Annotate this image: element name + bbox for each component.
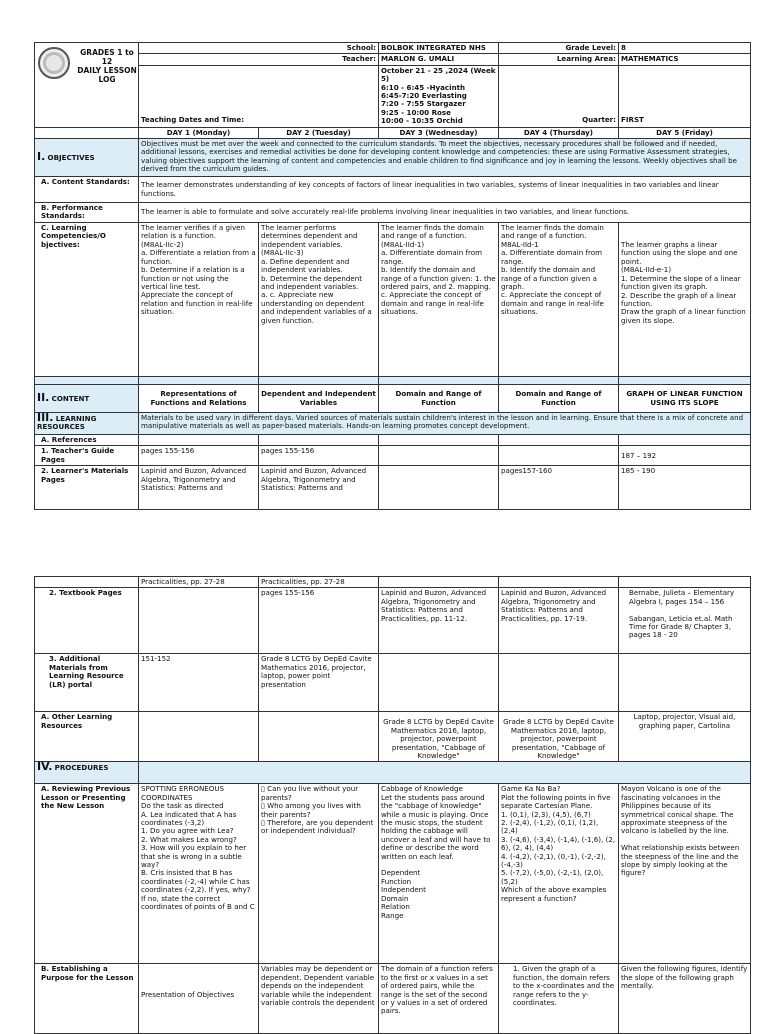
day-header-row: DAY 1 (Monday) DAY 2 (Tuesday) DAY 3 (Wednesday) DAY 4 (Thursday) DAY 5 (Friday) xyxy=(35,127,751,138)
deped-seal-icon xyxy=(38,47,70,79)
learners-materials-continued-row: Practicalities, pp. 27-28 Practicalities, pp. 27-28 xyxy=(35,577,751,588)
learning-resources-row: III. LEARNING RESOURCES Materials to be used vary in different days. Varied sources of materials sustain children's interest in the lesson and in learning. Ensure that there is a mix of concrete and manipulative materials as well as paper-based materials. Hands-on learning promotes concept development. xyxy=(35,413,751,435)
purpose-row: B. Establishing a Purpose for the Lesson Presentation of Objectives Variables may be dependent or dependent. Dependent variable depends on the independent variable while the independent variable controls the dependent The domain of a function refers to the first or x values in a set of ordered pairs, while the range is the set of the second or y values in a set of ordered pairs. 1. Given the graph of a function, the domain refers to the x-coordinates and the range refers to the y-coordinates. Given the following figures, identify the slope of the following graph mentally. xyxy=(35,964,751,1034)
quarter: FIRST xyxy=(621,115,644,125)
competencies-row: C. Learning Competencies/O bjectives: The learner verifies if a given relation is a function. (M8AL-IIc-2) a. Differentiate a relation from a function. b. Determine if a relation is a function or not using the vertical line test. Appreciate the concept of relation and function in real-life situation. The learner performs determines dependent and independent variables. (M8AL-IIc-3) a. Define dependent and independent variables. b. Determine the dependent and independent variables. a. c. Appreciate new understanding on dependent and independent variables of a given function. The learner finds the domain and range of a function. (M8AL-IId-1) a. Differentiate domain from range. b. Identify the domain and range of a function given: 1. the ordered pairs, and 2. mapping. c. Appreciate the concept of domain and range in real-life situations. The learner finds the domain and range of a function. M8AL-IId-1 a. Differentiate domain from range. b. Identify the domain and range of a function given a graph. c. Appreciate the concept of domain and range in real-life situations. The learner graphs a linear function using the slope and one point. (M8AL-IId-e-1) 1. Determine the slope of a linear function given its graph. 2. Describe the graph of a linear function. Draw the graph of a linear function given its slope. xyxy=(35,223,751,377)
teaching-dates: October 21 - 25 ,2024 (Week 5) 6:10 - 6:45 -Hyacinth 6:45-7:20 Everlasting 7:20 - 7:55 Stargazer 9:25 - 10:00 Rose 10:00 - 10:35 Orchid xyxy=(381,65,496,126)
objectives-text: Objectives must be met over the week and connected to the curriculum standards. To meet the objectives, necessary procedures shall be followed and if needed, additional lessons, exercises and remedial activities be done for developing content knowledge and competencies: these are using Formative Assessment strategies, valuing objectives support the learning of content and competencies and enable children to find significance and joy in learning the lessons. Weekly objectives shall be derived from the curriculum guides. xyxy=(139,139,751,177)
learning-area: MATHEMATICS xyxy=(619,54,750,65)
teachers-guide-row: 1. Teacher's Guide Pages pages 155-156 pages 155-156 187 – 192 xyxy=(35,446,751,466)
header-values xyxy=(379,43,499,128)
other-resources-row: A. Other Learning Resources Grade 8 LCTG by DepEd Cavite Mathematics 2016, laptop, projector, powerpoint presentation, "Cabbage of Knowledge" Grade 8 LCTG by DepEd Cavite Mathematics 2016, laptop, projector, powerpoint presentation, "Cabbage of Knowledge" Laptop, projector, Visual aid, graphing paper, Cartolina xyxy=(35,712,751,762)
header-labels: School: Teacher: Teaching Dates and Time: xyxy=(139,43,379,128)
school-name: BOLBOK INTEGRATED NHS xyxy=(379,43,498,54)
procedures-row: IV. PROCEDURES xyxy=(35,762,751,784)
review-row: A. Reviewing Previous Lesson or Presenting the New Lesson SPOTTING ERRONEOUS COORDINATES Do the task as directed A. Lea indicated that A has coordinates (-3,2) 1. Do you agree with Lea? 2. What makes Lea wrong? 3. How will you explain to her that she is wrong in a subtle way? B. Cris insisted that B has coordinates (-2,-4) while C has coordinates (-2,2). If yes, why? If no, state the correct coordinates of points of B and C ▯ Can you live without your parents? ▯ Who among you lives with their parents? ▯ Therefore, are you dependent or independent individual? Cabbage of Knowledge Let the students pass around the "cabbage of knowledge" while a music is playing. Once the music stops, the student holding the cabbage will uncover a leaf and will have to define or describe the word written on each leaf. Dependent Function Independent Domain Relation Range Game Ka Na Ba? Plot the following points in five separate Cartesian Plane. 1. (0,1), (2,3), (4,5), (6,7) 2. (-2,4), (-1,2), (0,1), (1,2), (2,4) 3. (-4,6), (-3,4), (-1,4), (-1,6), (2, 6), (2, 4), (4,4) 4. (-4,2), (-2,1), (0,-1), (-2,-2), (-4,-3) 5. (-7,2), (-5,0), (-2,-1), (2,0), (5,2) Which of the above examples represent a function? Mayon Volcano is one of the fascinating volcanoes in the Philippines because of its symmetrical conical shape. The approximate steepness of the volcano is labelled by the line. What relationship exists between the steepness of the line and the slope by simply looking at the figure? xyxy=(35,784,751,964)
learners-materials-row: 2. Learner's Materials Pages Lapinid and Buzon, Advanced Algebra, Trigonometry and Statistics: Patterns and Lapinid and Buzon, Advanced Algebra, Trigonometry and Statistics: Patterns and pages157-160 185 - 190 xyxy=(35,466,751,510)
additional-materials-row: 3. Additional Materials from Learning Resource (LR) portal 151-152 Grade 8 LCTG by DepEd Cavite Mathematics 2016, projector, laptop, power point presentation xyxy=(35,654,751,712)
dll-header-table xyxy=(34,42,751,510)
header-labels-right: Grade Level: Learning Area: Quarter: xyxy=(499,43,619,128)
teacher-name: MARLON G. UMALI xyxy=(379,54,498,65)
performance-standards-row: B. Performance Standards: The learner is able to formulate and solve accurately real-life problems involving linear inequalities in two variables, and linear functions. xyxy=(35,203,751,223)
page-two xyxy=(34,576,750,1034)
content-row: II. CONTENT Representations of Functions and Relations Dependent and Independent Variables Domain and Range of Function Domain and Range of Function GRAPH OF LINEAR FUNCTION USING ITS SLOPE xyxy=(35,385,751,413)
dll-body-table xyxy=(34,576,751,1034)
logo-cell xyxy=(35,43,139,128)
header-values-right xyxy=(619,43,751,128)
dll-title: GRADES 1 to 12 DAILY LESSON LOG xyxy=(77,48,137,84)
page-one xyxy=(34,42,750,510)
textbook-pages-row: 2. Textbook Pages pages 155-156 Lapinid and Buzon, Advanced Algebra, Trigonometry and Statistics: Patterns and Practicalities, pp. 11-12. Lapinid and Buzon, Advanced Algebra, Trigonometry and Statistics: Patterns and Practicalities, pp. 17-19. Bernabe, Julieta – Elementary Algebra I, pages 154 – 156 Sabangan, Leticia et.al. Math Time for Grade 8/ Chapter 3, pages 18 - 20 xyxy=(35,588,751,654)
objectives-row: I. OBJECTIVES Objectives must be met over the week and connected to the curriculum standards. To meet the objectives, necessary procedures shall be followed and if needed, additional lessons, exercises and remedial activities be done for developing content knowledge and competencies: these are using Formative Assessment strategies, valuing objectives support the learning of content and competencies and enable children to find significance and joy in learning the lessons. Weekly objectives shall be derived from the curriculum guides. xyxy=(35,139,751,177)
grade-level: 8 xyxy=(619,43,750,54)
content-standards-row: A. Content Standards: The learner demonstrates understanding of key concepts of factors of linear inequalities in two variables, systems of linear inequalities in two variables and linear functions. xyxy=(35,177,751,203)
references-row: A. References xyxy=(35,435,751,446)
